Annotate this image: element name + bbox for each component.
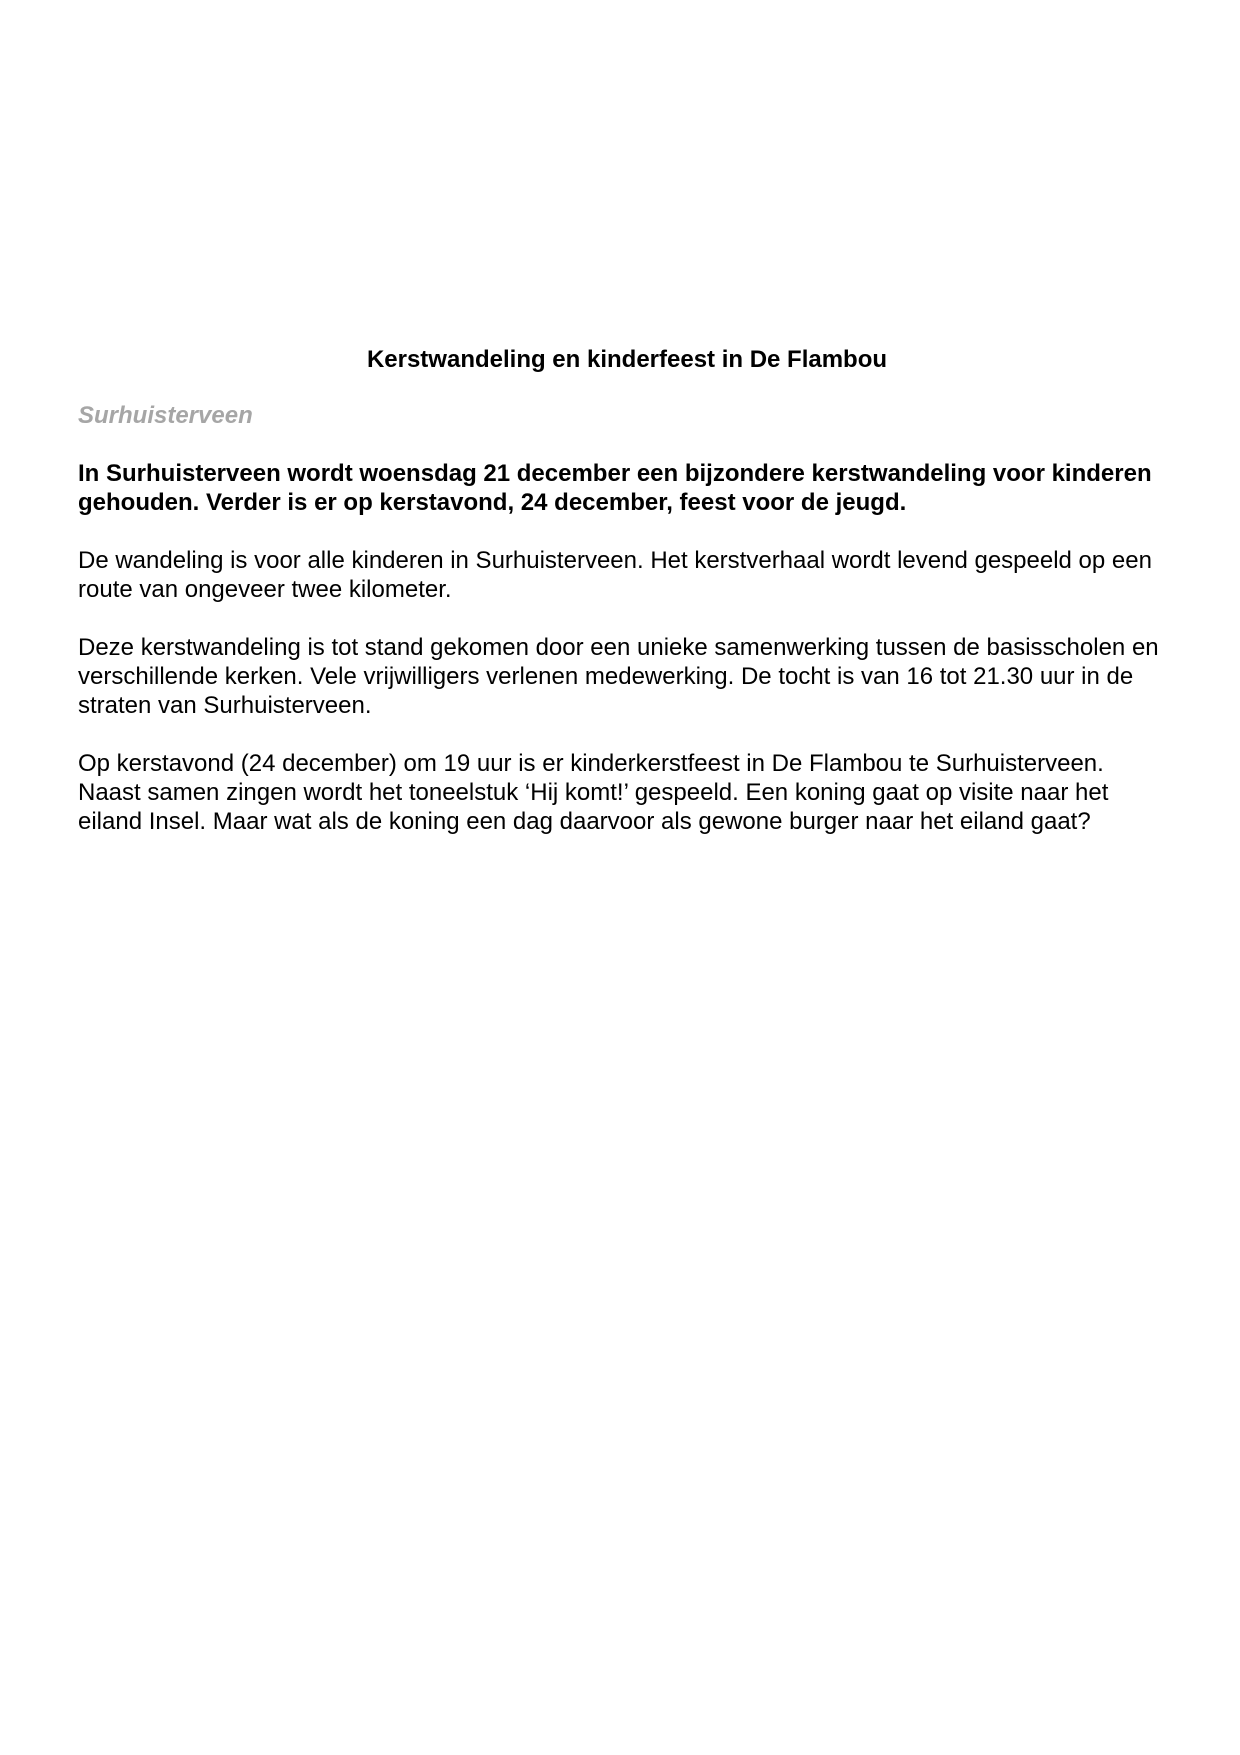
article-paragraph: De wandeling is voor alle kinderen in Surhuisterveen. Het kerstverhaal wordt levend gespeeld op een route van ongeveer twee kilometer. bbox=[78, 547, 1152, 603]
article-location: Surhuisterveen bbox=[78, 402, 253, 429]
article bbox=[78, 345, 1168, 865]
article-paragraph: Deze kerstwandeling is tot stand gekomen door een unieke samenwerking tussen de basisscholen en verschillende kerken. Vele vrijwilligers verlenen medewerking. De tocht is van 16 tot 21.30 uur in de straten van Surhuisterveen. bbox=[78, 634, 1159, 719]
article-lead: In Surhuisterveen wordt woensdag 21 december een bijzondere kerstwandeling voor kinderen gehouden. Verder is er op kerstavond, 24 december, feest voor de jeugd. bbox=[78, 460, 1152, 516]
article-title: Kerstwandeling en kinderfeest in De Flambou bbox=[366, 346, 888, 373]
article-paragraph: Op kerstavond (24 december) om 19 uur is er kinderkerstfeest in De Flambou te Surhuisterveen. Naast samen zingen wordt het toneelstuk ‘Hij komt!’ gespeeld. Een koning gaat op visite naar het eiland Insel. Maar wat als de koning een dag daarvoor als gewone burger naar het eiland gaat? bbox=[78, 750, 1109, 835]
